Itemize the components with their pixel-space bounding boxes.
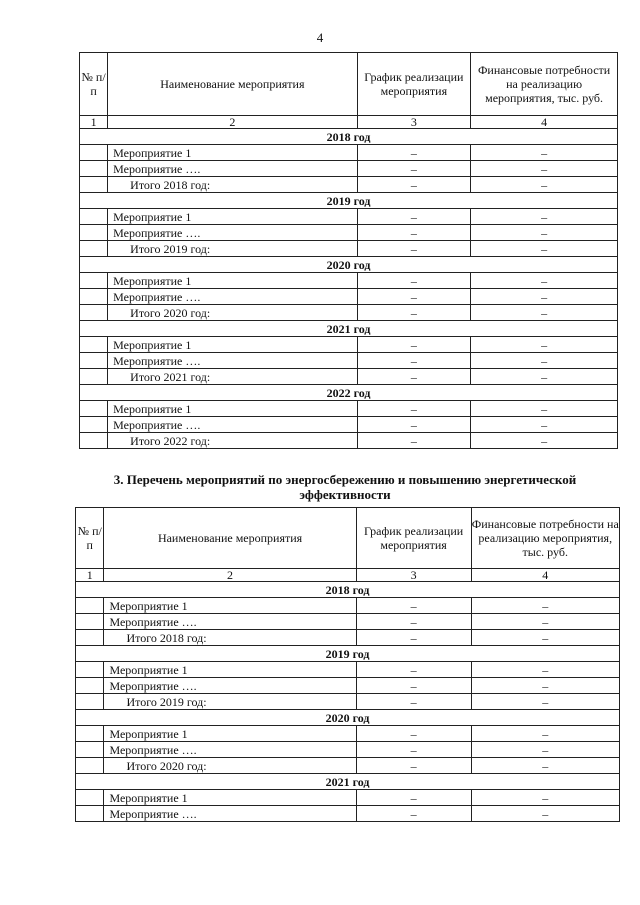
finance-cell: – [471,742,619,758]
schedule-cell: – [357,353,471,369]
num-cell [76,790,104,806]
finance-cell: – [471,209,618,225]
year-row [76,774,620,790]
schedule-cell: – [356,790,471,806]
table-row [80,289,618,305]
year-row [80,385,618,401]
num-cell [80,417,108,433]
year-label: 2020 год [80,257,618,273]
schedule-cell: – [357,369,471,385]
column-number: 4 [471,569,619,582]
header-schedule: График реализации мероприятия [356,508,471,569]
finance-cell: – [471,806,619,822]
event-name: Мероприятие …. [108,417,357,433]
schedule-cell: – [356,742,471,758]
finance-cell: – [471,337,618,353]
event-name: Мероприятие …. [108,161,357,177]
total-label: Итого 2019 год: [108,241,357,257]
table-row [80,369,618,385]
num-cell [76,678,104,694]
schedule-cell: – [357,225,471,241]
table-row [80,161,618,177]
table-row [80,177,618,193]
table-row [76,790,620,806]
num-cell [76,598,104,614]
num-cell [76,614,104,630]
header-name: Наименование мероприятия [104,508,356,569]
schedule-cell: – [356,758,471,774]
event-name: Мероприятие 1 [104,662,356,678]
column-number: 1 [76,569,104,582]
total-label: Итого 2018 год: [108,177,357,193]
column-number: 2 [104,569,356,582]
num-cell [76,630,104,646]
column-number: 4 [471,116,618,129]
column-number: 2 [108,116,357,129]
event-name: Мероприятие 1 [108,273,357,289]
num-cell [80,433,108,449]
year-label: 2019 год [76,646,620,662]
total-label: Итого 2019 год: [104,694,356,710]
total-label: Итого 2020 год: [104,758,356,774]
table-row [76,598,620,614]
column-number: 1 [80,116,108,129]
finance-cell: – [471,289,618,305]
finance-cell: – [471,758,619,774]
finance-cell: – [471,369,618,385]
num-cell [80,337,108,353]
page-number: 4 [316,30,324,45]
num-cell [80,369,108,385]
event-name: Мероприятие …. [108,289,357,305]
event-name: Мероприятие 1 [108,401,357,417]
column-number-row [76,569,620,582]
header-schedule: График реализации мероприятия [357,53,471,116]
year-label: 2022 год [80,385,618,401]
finance-cell: – [471,417,618,433]
column-number: 3 [357,116,471,129]
finance-cell: – [471,694,619,710]
table-row [80,337,618,353]
year-label: 2018 год [80,129,618,145]
year-row [80,129,618,145]
table-row [80,145,618,161]
table-row [80,417,618,433]
schedule-cell: – [356,678,471,694]
schedule-cell: – [356,662,471,678]
event-name: Мероприятие 1 [108,337,357,353]
section-title: 3. Перечень мероприятий по энергосбережению и повышению энергетической эффективности [113,472,577,502]
event-name: Мероприятие …. [104,742,356,758]
header-finance: Финансовые потребности на реализацию мероприятия, тыс. руб. [471,508,619,569]
total-label: Итого 2018 год: [104,630,356,646]
table-header-row [76,508,620,569]
event-name: Мероприятие 1 [108,145,357,161]
num-cell [80,241,108,257]
table-row [80,353,618,369]
table-row [80,433,618,449]
table-header-row [80,53,618,116]
finance-cell: – [471,353,618,369]
event-name: Мероприятие 1 [104,598,356,614]
table-row [76,662,620,678]
num-cell [80,353,108,369]
num-cell [80,305,108,321]
num-cell [76,694,104,710]
year-row [76,710,620,726]
finance-cell: – [471,726,619,742]
finance-cell: – [471,433,618,449]
table-row [76,630,620,646]
finance-cell: – [471,401,618,417]
finance-cell: – [471,145,618,161]
table-row [80,305,618,321]
total-label: Итого 2022 год: [108,433,357,449]
num-cell [80,145,108,161]
table-row [80,273,618,289]
event-name: Мероприятие …. [108,353,357,369]
table-row [76,694,620,710]
year-label: 2019 год [80,193,618,209]
finance-cell: – [471,177,618,193]
table-row [76,806,620,822]
event-name: Мероприятие 1 [104,726,356,742]
finance-cell: – [471,598,619,614]
table-row [76,758,620,774]
table-row [80,401,618,417]
year-row [76,646,620,662]
total-label: Итого 2021 год: [108,369,357,385]
schedule-cell: – [357,433,471,449]
schedule-cell: – [356,726,471,742]
finance-cell: – [471,614,619,630]
table-row [76,742,620,758]
year-label: 2018 год [76,582,620,598]
header-finance: Финансовые потребности на реализацию мероприятия, тыс. руб. [471,53,618,116]
table-row [76,726,620,742]
num-cell [80,273,108,289]
num-cell [80,177,108,193]
table-body [76,582,620,822]
header-num: № п/п [76,508,104,569]
schedule-cell: – [357,209,471,225]
num-cell [76,806,104,822]
schedule-cell: – [357,241,471,257]
event-name: Мероприятие …. [104,806,356,822]
num-cell [76,662,104,678]
schedule-cell: – [357,145,471,161]
schedule-cell: – [356,694,471,710]
table-body [80,129,618,449]
events-table-2 [75,507,620,822]
num-cell [80,209,108,225]
finance-cell: – [471,678,619,694]
schedule-cell: – [357,337,471,353]
schedule-cell: – [356,630,471,646]
year-row [80,193,618,209]
table-row [80,225,618,241]
num-cell [76,726,104,742]
finance-cell: – [471,161,618,177]
schedule-cell: – [356,598,471,614]
event-name: Мероприятие …. [104,614,356,630]
num-cell [80,161,108,177]
total-label: Итого 2020 год: [108,305,357,321]
schedule-cell: – [356,806,471,822]
column-number: 3 [356,569,471,582]
schedule-cell: – [357,305,471,321]
events-table-1 [79,52,618,449]
table-row [76,614,620,630]
num-cell [76,742,104,758]
schedule-cell: – [357,177,471,193]
num-cell [80,225,108,241]
table-row [76,678,620,694]
schedule-cell: – [357,417,471,433]
num-cell [80,289,108,305]
num-cell [80,401,108,417]
event-name: Мероприятие …. [104,678,356,694]
column-number-row [80,116,618,129]
schedule-cell: – [357,161,471,177]
header-name: Наименование мероприятия [108,53,357,116]
year-row [80,257,618,273]
year-label: 2021 год [76,774,620,790]
schedule-cell: – [357,273,471,289]
finance-cell: – [471,225,618,241]
header-num: № п/п [80,53,108,116]
finance-cell: – [471,790,619,806]
schedule-cell: – [357,401,471,417]
schedule-cell: – [357,289,471,305]
year-label: 2020 год [76,710,620,726]
schedule-cell: – [356,614,471,630]
event-name: Мероприятие 1 [104,790,356,806]
finance-cell: – [471,662,619,678]
year-row [76,582,620,598]
finance-cell: – [471,305,618,321]
finance-cell: – [471,630,619,646]
event-name: Мероприятие 1 [108,209,357,225]
event-name: Мероприятие …. [108,225,357,241]
finance-cell: – [471,273,618,289]
table-row [80,209,618,225]
year-label: 2021 год [80,321,618,337]
table-row [80,241,618,257]
finance-cell: – [471,241,618,257]
num-cell [76,758,104,774]
year-row [80,321,618,337]
